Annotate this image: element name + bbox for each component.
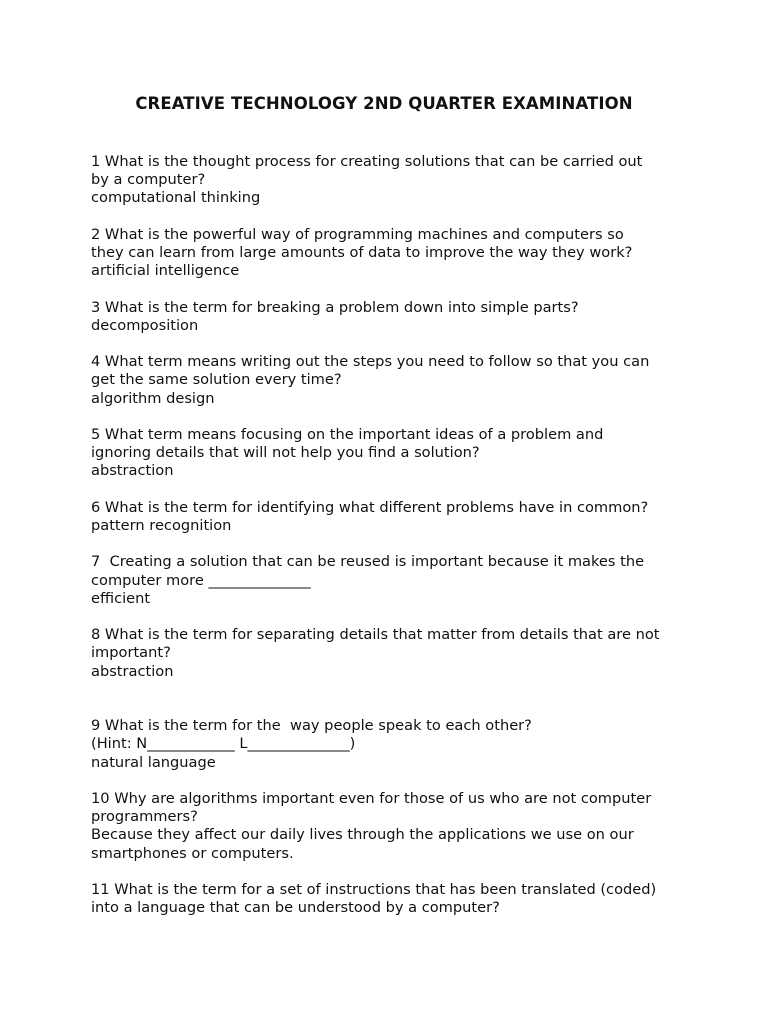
answer-line: abstraction (91, 462, 174, 480)
question-line: 3 What is the term for breaking a problem down into simple parts? (91, 298, 579, 316)
answer-line: efficient (91, 589, 151, 607)
question-line: 8 What is the term for separating details that matter from details that are not (91, 626, 660, 644)
question-line: 1 What is the thought process for creating solutions that can be carried out (91, 153, 643, 170)
question-line: 4 What term means writing out the steps you need to follow so that you can (91, 353, 650, 371)
question-block-3 (91, 299, 691, 335)
question-block-1 (91, 153, 691, 208)
question-block-9 (91, 717, 691, 772)
question-block-5 (91, 426, 691, 481)
exam-content (91, 153, 691, 936)
question-block-4 (91, 353, 691, 408)
question-block-6 (91, 499, 691, 535)
answer-line: computational thinking (91, 189, 261, 207)
question-block-8 (91, 626, 691, 681)
question-line: by a computer? (91, 171, 206, 189)
answer-line: Because they affect our daily lives through the applications we use on our (91, 826, 634, 844)
answer-line: smartphones or computers. (91, 844, 294, 862)
question-line: ignoring details that will not help you find a solution? (91, 444, 480, 462)
answer-line: abstraction (91, 662, 174, 680)
answer-line: natural language (91, 753, 216, 771)
question-line: programmers? (91, 808, 198, 826)
page-title: CREATIVE TECHNOLOGY 2ND QUARTER EXAMINATION (135, 94, 633, 113)
answer-line: pattern recognition (91, 516, 232, 534)
question-block-10 (91, 790, 691, 863)
question-line: computer more ______________ (91, 571, 311, 589)
question-line: into a language that can be understood by a computer? (91, 899, 500, 917)
question-line: they can learn from large amounts of data to improve the way they work? (91, 244, 633, 261)
answer-line: algorithm design (91, 389, 215, 407)
answer-line: decomposition (91, 316, 199, 334)
question-line: 11 What is the term for a set of instructions that has been translated (coded) (91, 880, 657, 898)
question-block-2 (91, 226, 691, 281)
question-line: (Hint: N____________ L______________) (91, 735, 356, 753)
question-line: important? (91, 644, 171, 662)
question-block-11 (91, 881, 691, 917)
question-line: 5 What term means focusing on the important ideas of a problem and (91, 425, 604, 443)
question-line: 10 Why are algorithms important even for those of us who are not computer (91, 789, 652, 807)
answer-line: artificial intelligence (91, 262, 240, 280)
question-block-7 (91, 553, 691, 608)
question-line: 7 Creating a solution that can be reused is important because it makes the (91, 553, 645, 571)
question-line: get the same solution every time? (91, 371, 342, 389)
question-line: 2 What is the powerful way of programming machines and computers so (91, 225, 624, 243)
question-line: 6 What is the term for identifying what different problems have in common? (91, 498, 649, 516)
question-line: 9 What is the term for the way people speak to each other? (91, 717, 532, 735)
